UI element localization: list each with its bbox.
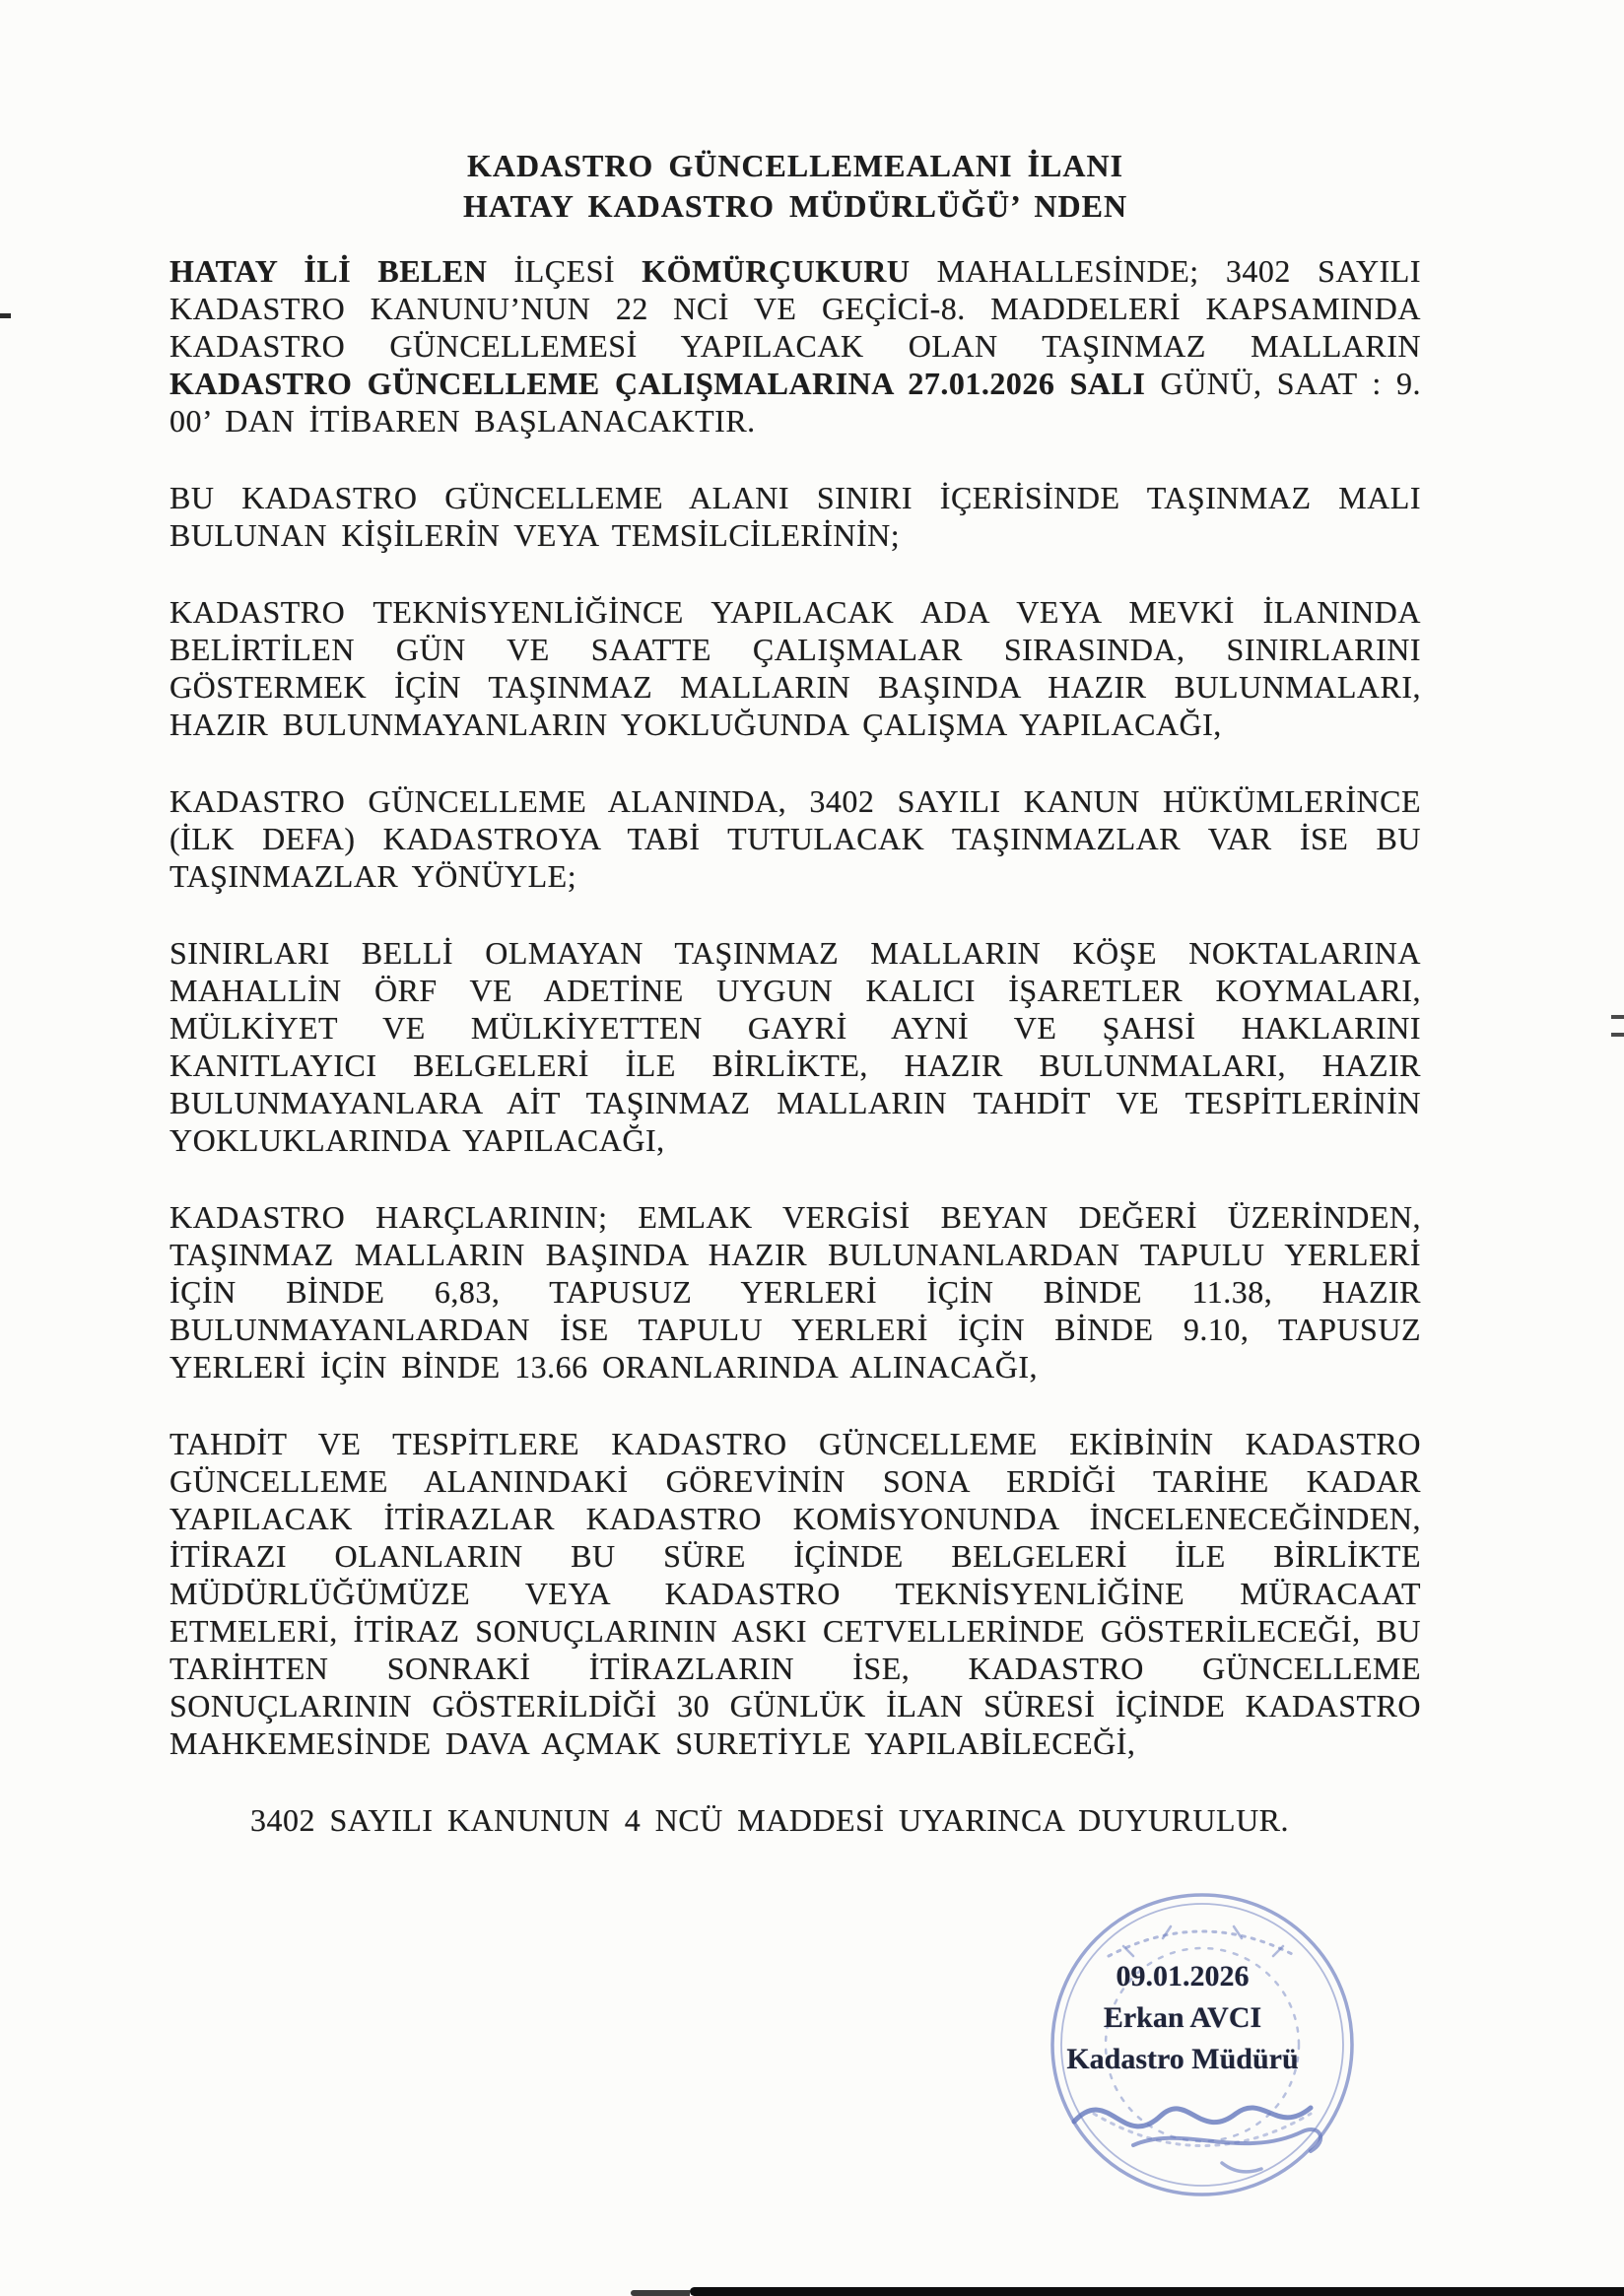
closing-statement: 3402 SAYILI KANUNUN 4 NCÜ MADDESİ UYARINCA DUYURULUR. [250, 1802, 1290, 1838]
signature-block [1005, 1956, 1360, 2080]
paragraph-scope: BU KADASTRO GÜNCELLEME ALANI SINIRI İÇERİSİNDE TAŞINMAZ MALI BULUNAN KİŞİLERİN VEYA TEMSİLCİLERİNİN; [169, 480, 1421, 553]
p1-date-bold: KADASTRO GÜNCELLEME ÇALIŞMALARINA 27.01.2026 SALI [169, 366, 1146, 401]
paragraph-first-registration: KADASTRO GÜNCELLEME ALANINDA, 3402 SAYILI KANUN HÜKÜMLERİNCE (İLK DEFA) KADASTROYA TABİ TUTULACAK TAŞINMAZLAR VAR İSE BU TAŞINMAZLAR YÖNÜYLE; [169, 783, 1421, 894]
signature-title: Kadastro Müdürü [1066, 2043, 1299, 2075]
scan-artifact-bottom-bar [631, 2290, 690, 2296]
signature-date: 09.01.2026 [1116, 1960, 1250, 1992]
title-line-1: KADASTRO GÜNCELLEMEALANI İLANI [466, 148, 1124, 183]
paragraph-boundary-markers: SINIRLARI BELLİ OLMAYAN TAŞINMAZ MALLARIN KÖŞE NOKTALARINA MAHALLİN ÖRF VE ADETİNE UYGUN KALICI İŞARETLER KOYMALARI, MÜLKİYET VE MÜLKİYETTEN GAYRİ AYNİ VE ŞAHSİ HAKLARINI KANITLAYICI BELGELERİ İLE BİRLİKTE, HAZIR BULUNMALARI, HAZIR BULUNMAYANLARA AİT TAŞINMAZ MALLARIN TAHDİT VE TESPİTLERİNİN YOKLUKLARINDA YAPILACAĞI, [169, 935, 1421, 1158]
scan-artifact-left-edge [0, 313, 11, 318]
p1-text-3: GÜNÜ, SAAT : 9. 00’ DAN İTİBAREN BAŞLANACAKTIR. [169, 366, 1421, 439]
p1-text-2: MAHALLESİNDE; 3402 SAYILI KADASTRO KANUNU’NUN 22 NCİ VE GEÇİCİ-8. MADDELERİ KAPSAMINDA KADASTRO GÜNCELLEMESİ YAPILACAK OLAN TAŞINMAZ MALLARIN [169, 253, 1421, 364]
scan-artifact-bottom-bar [690, 2287, 1624, 2296]
p1-village-bold: KÖMÜRÇUKURU [642, 253, 911, 289]
scan-artifact-right-edge [1611, 1033, 1624, 1037]
paragraph-objections: TAHDİT VE TESPİTLERE KADASTRO GÜNCELLEME EKİBİNİN KADASTRO GÜNCELLEME ALANINDAKİ GÖREVİNİN SONA ERDİĞİ TARİHE KADAR YAPILACAK İTİRAZLAR KADASTRO KOMİSYONUNDA İNCELENECEĞİNDEN, İTİRAZI OLANLARIN BU SÜRE İÇİNDE BELGELERİ İLE BİRLİKTE MÜDÜRLÜĞÜMÜZE VEYA KADASTRO TEKNİSYENLİĞİNE MÜRACAAT ETMELERİ, İTİRAZ SONUÇLARININ ASKI CETVELLERİNDE GÖSTERİLECEĞİ, BU TARİHTEN SONRAKİ İTİRAZLARIN İSE, KADASTRO GÜNCELLEME SONUÇLARININ GÖSTERİLDİĞİ 30 GÜNLÜK İLAN SÜRESİ İÇİNDE KADASTRO MAHKEMESİNDE DAVA AÇMAK SURETİYLE YAPILABİLECEĞİ, [169, 1426, 1421, 1761]
p1-place-names-bold: HATAY İLİ BELEN [169, 253, 488, 289]
title-line-2: HATAY KADASTRO MÜDÜRLÜĞÜ’ NDEN [462, 188, 1128, 224]
document-title [169, 146, 1421, 227]
paragraph-intro [169, 252, 1421, 439]
scan-artifact-right-edge [1611, 1015, 1624, 1019]
signature-name: Erkan AVCI [1103, 2001, 1262, 2034]
paragraph-technician-notice: KADASTRO TEKNİSYENLİĞİNCE YAPILACAK ADA VEYA MEVKİ İLANINDA BELİRTİLEN GÜN VE SAATTE ÇALIŞMALAR SIRASINDA, SINIRLARINI GÖSTERMEK İÇİN TAŞINMAZ MALLARIN BAŞINDA HAZIR BULUNMALARI, HAZIR BULUNMAYANLARIN YOKLUĞUNDA ÇALIŞMA YAPILACAĞI, [169, 594, 1421, 742]
announcement-body [169, 146, 1421, 1839]
paragraph-fees: KADASTRO HARÇLARININ; EMLAK VERGİSİ BEYAN DEĞERİ ÜZERİNDEN, TAŞINMAZ MALLARIN BAŞINDA HAZIR BULUNANLARDAN TAPULU YERLERİ İÇİN BİNDE 6,83, TAPUSUZ YERLERİ İÇİN BİNDE 11.38, HAZIR BULUNMAYANLARDAN İSE TAPULU YERLERİ İÇİN BİNDE 9.10, TAPUSUZ YERLERİ İÇİN BİNDE 13.66 ORANLARINDA ALINACAĞI, [169, 1199, 1421, 1384]
p1-text: İLÇESİ [487, 253, 643, 289]
